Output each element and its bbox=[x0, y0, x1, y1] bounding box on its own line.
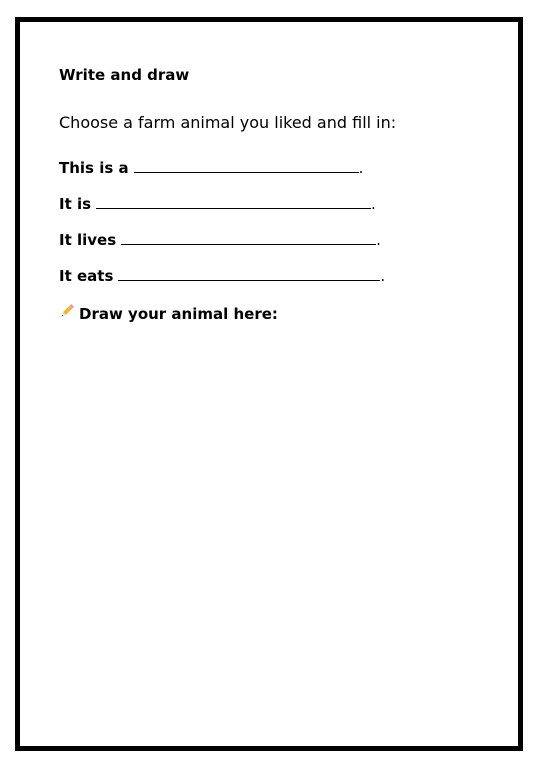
fill-line-lead: It lives bbox=[59, 231, 117, 249]
worksheet-frame bbox=[15, 17, 523, 751]
pencil-icon bbox=[59, 303, 75, 319]
answer-blank[interactable] bbox=[118, 265, 380, 281]
fill-line-it-is bbox=[59, 193, 498, 215]
answer-blank[interactable] bbox=[96, 193, 371, 209]
draw-prompt-label: Draw your animal here: bbox=[79, 305, 278, 323]
fill-line-lead: This is a bbox=[59, 159, 129, 177]
answer-blank[interactable] bbox=[134, 157, 359, 173]
fill-line-lead: It is bbox=[59, 195, 92, 213]
line-end: . bbox=[371, 195, 376, 213]
fill-line-it-eats bbox=[59, 265, 498, 287]
worksheet-heading: Write and draw bbox=[59, 66, 190, 84]
fill-line-this-is bbox=[59, 157, 498, 179]
answer-blank[interactable] bbox=[121, 229, 376, 245]
draw-prompt bbox=[59, 303, 498, 325]
worksheet-content bbox=[59, 64, 498, 325]
line-end: . bbox=[376, 231, 381, 249]
instruction-text: Choose a farm animal you liked and fill in: bbox=[59, 113, 397, 132]
line-end: . bbox=[358, 159, 364, 177]
line-end: . bbox=[380, 267, 386, 285]
fill-line-lead: It eats bbox=[59, 267, 114, 285]
fill-line-it-lives bbox=[59, 229, 498, 251]
fill-in-list bbox=[59, 157, 498, 287]
